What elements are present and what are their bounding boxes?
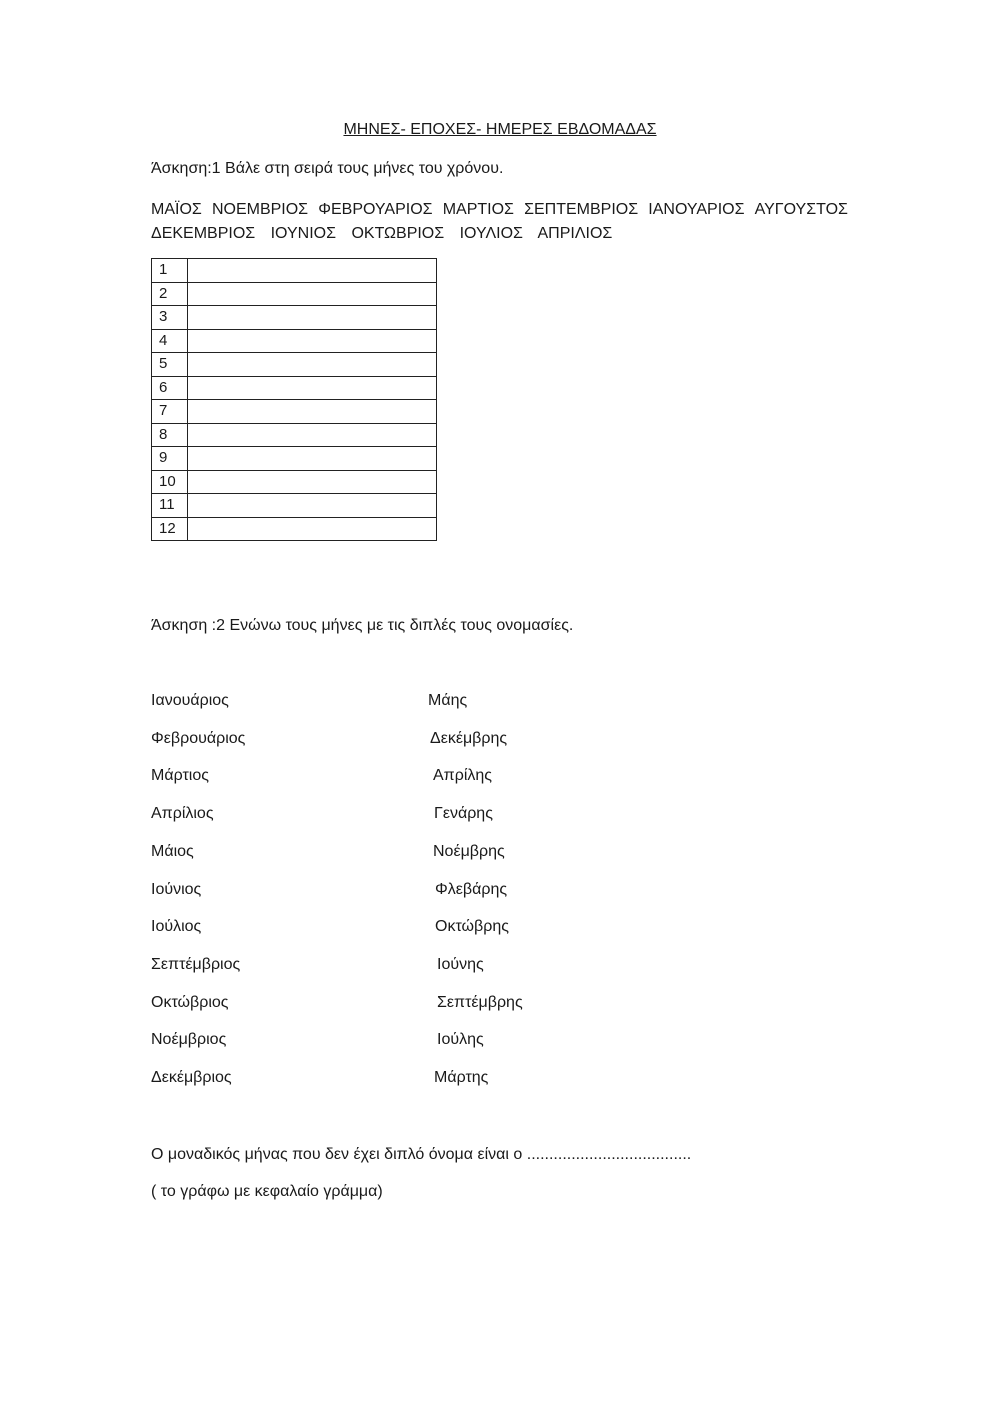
word: ΙΟΥΝΙΟΣ	[270, 225, 336, 242]
page-title: ΜΗΝΕΣ- ΕΠΟΧΕΣ- ΗΜΕΡΕΣ ΕΒΔΟΜΑΔΑΣ	[343, 121, 657, 138]
answer-cell[interactable]	[188, 259, 437, 283]
month-folk: Φλεβάρης	[435, 881, 508, 898]
month-folk: Ιούλης	[437, 1031, 484, 1048]
month-folk: Γενάρης	[434, 805, 493, 822]
row-number: 6	[152, 376, 188, 400]
answer-cell[interactable]	[188, 447, 437, 471]
month-folk: Μάης	[428, 692, 468, 709]
ordering-table	[151, 258, 437, 541]
row-number: 9	[152, 447, 188, 471]
answer-cell[interactable]	[188, 282, 437, 306]
month-formal: Σεπτέμβριος	[151, 956, 241, 973]
row-number: 2	[152, 282, 188, 306]
month-formal: Νοέμβριος	[151, 1031, 227, 1048]
answer-cell[interactable]	[188, 423, 437, 447]
word: ΦΕΒΡΟΥΑΡΙΟΣ	[318, 201, 433, 218]
word: ΝΟΕΜΒΡΙΟΣ	[211, 201, 309, 218]
month-formal: Φεβρουάριος	[151, 730, 246, 747]
month-formal: Μάρτιος	[151, 767, 209, 784]
month-folk: Νοέμβρης	[433, 843, 505, 860]
row-number: 7	[152, 400, 188, 424]
table-row	[152, 517, 437, 541]
exercise2-instruction: Άσκηση :2 Ενώνω τους μήνες με τις διπλές τους ονομασίες.	[151, 617, 574, 634]
word: ΙΟΥΛΙΟΣ	[459, 225, 523, 242]
word-bank	[151, 198, 848, 246]
table-row	[152, 329, 437, 353]
table-row	[152, 494, 437, 518]
word: ΜΑΪΟΣ	[151, 201, 202, 218]
row-number: 12	[152, 517, 188, 541]
month-formal: Μάιος	[151, 843, 194, 860]
table-row	[152, 282, 437, 306]
answer-cell[interactable]	[188, 494, 437, 518]
row-number: 5	[152, 353, 188, 377]
row-number: 3	[152, 306, 188, 330]
month-folk: Μάρτης	[434, 1069, 489, 1086]
month-formal: Δεκέμβριος	[151, 1069, 232, 1086]
final-question: Ο μοναδικός μήνας που δεν έχει διπλό όνομα είναι ο .....................................	[151, 1146, 692, 1163]
answer-cell[interactable]	[188, 376, 437, 400]
word: ΜΑΡΤΙΟΣ	[442, 201, 514, 218]
table-row	[152, 470, 437, 494]
month-formal: Ιούνιος	[151, 881, 202, 898]
word: ΑΥΓΟΥΣΤΟΣ	[754, 201, 848, 218]
word-bank-line-2	[151, 222, 848, 246]
row-number: 1	[152, 259, 188, 283]
row-number: 8	[152, 423, 188, 447]
month-formal: Απρίλιος	[151, 805, 214, 822]
table-row	[152, 423, 437, 447]
month-folk: Σεπτέμβρης	[437, 994, 523, 1011]
answer-cell[interactable]	[188, 329, 437, 353]
table-row	[152, 259, 437, 283]
word: ΑΠΡΙΛΙΟΣ	[537, 225, 613, 242]
answer-cell[interactable]	[188, 470, 437, 494]
exercise1-instruction: Άσκηση:1 Βάλε στη σειρά τους μήνες του χρόνου.	[151, 160, 504, 177]
month-folk: Δεκέμβρης	[430, 730, 508, 747]
month-formal: Ιούλιος	[151, 918, 202, 935]
word: ΔΕΚΕΜΒΡΙΟΣ	[151, 225, 256, 242]
table-row	[152, 447, 437, 471]
table-row	[152, 400, 437, 424]
table-row	[152, 306, 437, 330]
answer-cell[interactable]	[188, 400, 437, 424]
row-number: 11	[152, 494, 188, 518]
word: ΣΕΠΤΕΜΒΡΙΟΣ	[524, 201, 639, 218]
answer-cell[interactable]	[188, 517, 437, 541]
month-formal: Ιανουάριος	[151, 692, 229, 709]
month-folk: Οκτώβρης	[435, 918, 509, 935]
row-number: 10	[152, 470, 188, 494]
row-number: 4	[152, 329, 188, 353]
month-formal: Οκτώβριος	[151, 994, 229, 1011]
word: ΟΚΤΩΒΡΙΟΣ	[351, 225, 445, 242]
table-row	[152, 376, 437, 400]
final-note: ( το γράφω με κεφαλαίο γράμμα)	[151, 1183, 383, 1200]
word: ΙΑΝΟΥΑΡΙΟΣ	[648, 201, 745, 218]
month-folk: Ιούνης	[437, 956, 484, 973]
month-folk: Απρίλης	[433, 767, 492, 784]
answer-cell[interactable]	[188, 353, 437, 377]
answer-cell[interactable]	[188, 306, 437, 330]
word-bank-line-1	[151, 198, 848, 222]
table-row	[152, 353, 437, 377]
